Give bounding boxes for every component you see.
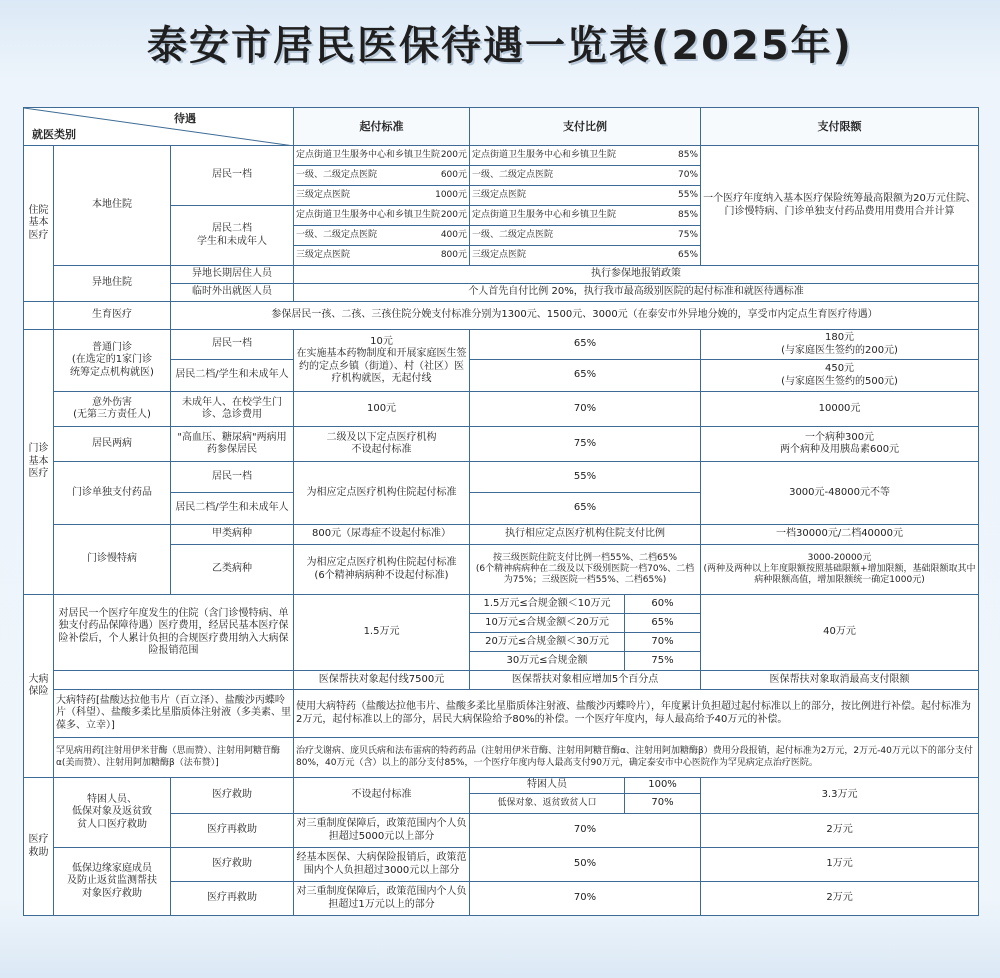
critical-rate-4: 75% xyxy=(625,652,701,671)
local-inpatient-label: 本地住院 xyxy=(54,146,171,266)
group-critical: 大病 保险 xyxy=(24,595,54,778)
aid-group1-re-rate: 70% xyxy=(470,814,701,848)
critical-band-2: 10万元≤合规金额＜20万元 xyxy=(470,614,625,633)
injury-who: 未成年人、在校学生门诊、急诊费用 xyxy=(171,392,294,427)
ratio-r3-label: 三级定点医院 xyxy=(472,189,527,200)
inpatient-limit: 一个医疗年度纳入基本医疗保险统筹最高限额为20万元住院、门诊慢特病、门诊单独支付药品费用用费用合并计算 xyxy=(701,146,979,266)
ratio-r1-value-t2: 85% xyxy=(678,209,699,220)
header-ratio: 支付比例 xyxy=(470,108,701,146)
rare-drugs-policy: 治疗戈谢病、庞贝氏病和法布雷病的特药药品（注射用伊米苷酶、注射用阿糖苷酶α、注射用阿加糖酶β）费用分段报销，起付标准为2万元，2万元-40万元以下的部分支付80%，40万元（含）以上的部分支付85%，一个医疗年度内每人最高支付90万元，确定泰安市中心医院作为罕见病定点治疗医院。 xyxy=(294,738,979,778)
ratio-r2-label: 一级、二级定点医院 xyxy=(472,169,554,180)
start-s1-value-t2: 200元 xyxy=(440,209,468,220)
drug-limit: 3000元-48000元不等 xyxy=(701,462,979,525)
start-s2-value-t2: 400元 xyxy=(440,229,468,240)
two-diseases-who: "高血压、糖尿病"两病用药参保居民 xyxy=(171,427,294,462)
two-diseases-limit: 一个病种300元 两个病种及用胰岛素600元 xyxy=(701,427,979,462)
aid-group1-label: 特困人员、 低保对象及返贫致 贫人口医疗救助 xyxy=(54,778,171,848)
chronic-label: 门诊慢特病 xyxy=(54,525,171,595)
critical-desc: 对居民一个医疗年度发生的住院（含门诊慢特病、单独支付药品保障待遇）医疗费用，经居民基本医疗保险补偿后，个人累计负担的合规医疗费用纳入大病保险报销范围 xyxy=(54,595,294,671)
ratio-r2-value: 70% xyxy=(678,169,699,180)
critical-band-1: 1.5万元≤合规金额＜10万元 xyxy=(470,595,625,614)
aid-group2-re-rate: 70% xyxy=(470,882,701,916)
aid-group1-rate2: 70% xyxy=(625,794,701,814)
ratio-r1-value: 85% xyxy=(678,149,699,160)
start-s3-value-t2: 800元 xyxy=(440,249,468,260)
drug-ratio-2: 65% xyxy=(470,493,701,525)
aid-group1-rescue: 医疗救助 xyxy=(171,778,294,814)
start-s3-label-t2: 三级定点医院 xyxy=(296,249,351,260)
ratio-r3-label-t2: 三级定点医院 xyxy=(472,249,527,260)
chronic-class-b-ratio: 按三级医院住院支付比例一档55%、二档65% (6个精神病病种在二级及以下级别医院一档70%、二档为75%；三级医院一档55%、二档65%) xyxy=(470,545,701,595)
chronic-class-a-ratio: 执行相应定点医疗机构住院支付比例 xyxy=(470,525,701,545)
aid-group2-rate: 50% xyxy=(470,848,701,882)
start-s2-value: 600元 xyxy=(440,169,468,180)
critical-rate-1: 60% xyxy=(625,595,701,614)
aid-group2-re-start: 对三重制度保障后，政策范围内个人负担超过1万元以上的部分 xyxy=(294,882,470,916)
chronic-class-a-start: 800元（尿毒症不设起付标准） xyxy=(294,525,470,545)
two-diseases-label: 居民两病 xyxy=(54,427,171,462)
drug-tier1: 居民一档 xyxy=(171,462,294,493)
critical-aid-blank xyxy=(54,671,294,690)
aid-group2-rescue: 医疗救助 xyxy=(171,848,294,882)
header-treatment: 待遇 xyxy=(174,112,196,125)
group-outpatient: 门诊 基本 医疗 xyxy=(24,330,54,595)
remote-inpatient-label: 异地住院 xyxy=(54,266,171,302)
aid-group1-rescue2: 医疗再救助 xyxy=(171,814,294,848)
special-drugs-label: 大病特药[盐酸达拉他韦片（百立泽）、盐酸沙丙蝶呤片（科望）、盐酸多柔比星脂质体注射液（多美素、里葆多、立幸）] xyxy=(54,690,294,738)
start-s2-label-t2: 一级、二级定点医院 xyxy=(296,229,378,240)
critical-band-4: 30万元≤合规金额 xyxy=(470,652,625,671)
chronic-class-b-start: 为相应定点医疗机构住院起付标准 (6个精神病病种不设起付标准) xyxy=(294,545,470,595)
start-s1-value: 200元 xyxy=(440,149,468,160)
aid-group1-who2: 低保对象、返贫致贫人口 xyxy=(470,794,625,814)
two-diseases-ratio: 75% xyxy=(470,427,701,462)
rare-drugs-label: 罕见病用药[注射用伊米苷酶（思而赞）、注射用阿糖苷酶α(美而赞）、注射用阿加糖酶β（法布赞）] xyxy=(54,738,294,778)
ratio-r1-label: 定点街道卫生服务中心和乡镇卫生院 xyxy=(472,149,617,160)
inpatient-tier2: 居民二档 学生和未成年人 xyxy=(171,206,294,266)
ratio-r3-value: 55% xyxy=(678,189,699,200)
injury-label: 意外伤害 (无第三方责任人) xyxy=(54,392,171,427)
ratio-r2-label-t2: 一级、二级定点医院 xyxy=(472,229,554,240)
remote-long-term: 异地长期居住人员 xyxy=(171,266,294,284)
chronic-class-a-limit: 一档30000元/二档40000元 xyxy=(701,525,979,545)
group-inpatient-tail xyxy=(24,302,54,330)
aid-group1-limit: 3.3万元 xyxy=(701,778,979,814)
two-diseases-start: 二级及以下定点医疗机构 不设起付标准 xyxy=(294,427,470,462)
inpatient-tier1: 居民一档 xyxy=(171,146,294,206)
benefits-table xyxy=(23,107,979,916)
ratio-r1-label-t2: 定点街道卫生服务中心和乡镇卫生院 xyxy=(472,209,617,220)
general-tier2: 居民二档/学生和未成年人 xyxy=(171,360,294,392)
aid-group1-re-start: 对三重制度保障后，政策范围内个人负担超过5000元以上部分 xyxy=(294,814,470,848)
injury-start: 100元 xyxy=(294,392,470,427)
start-s3-label: 三级定点医院 xyxy=(296,189,351,200)
aid-group2-start: 经基本医保、大病保险报销后，政策范围内个人负担超过3000元以上部分 xyxy=(294,848,470,882)
chronic-class-b: 乙类病种 xyxy=(171,545,294,595)
special-drugs-policy: 使用大病特药（盐酸达拉他韦片、盐酸多柔比星脂质体注射液、盐酸沙丙蝶呤片），年度累计负担超过起付标准以上的部分，按比例进行补偿。起付标准为2万元，起付标准以上的部分，居民大病保险给予80%的补偿。一个医疗年度内，每人最高给予40万元的补偿。 xyxy=(294,690,979,738)
general-outpatient-label: 普通门诊 (在选定的1家门诊 统筹定点机构就医) xyxy=(54,330,171,392)
group-aid: 医疗 救助 xyxy=(24,778,54,916)
header-limit: 支付限额 xyxy=(701,108,979,146)
critical-limit: 40万元 xyxy=(701,595,979,671)
aid-group1-rate1: 100% xyxy=(625,778,701,794)
header-corner xyxy=(24,108,294,146)
critical-rate-3: 70% xyxy=(625,633,701,652)
general-ratio-1: 65% xyxy=(470,330,701,360)
chronic-class-b-limit: 3000-20000元 (两种及两种以上年度限额按照基础限额+增加限额，基础限额取其中病种限额高值，增加限额统一确定1000元) xyxy=(701,545,979,595)
remote-temporary-policy: 个人首先自付比例 20%，执行我市最高级别医院的起付标准和就医待遇标准 xyxy=(294,284,979,302)
aid-group1-re-limit: 2万元 xyxy=(701,814,979,848)
aid-group2-re-limit: 2万元 xyxy=(701,882,979,916)
injury-ratio: 70% xyxy=(470,392,701,427)
injury-limit: 10000元 xyxy=(701,392,979,427)
ratio-r3-value-t2: 65% xyxy=(678,249,699,260)
aid-group2-rescue2: 医疗再救助 xyxy=(171,882,294,916)
critical-aid-limit: 医保帮扶对象取消最高支付限额 xyxy=(701,671,979,690)
page-title: 泰安市居民医保待遇一览表(2025年) xyxy=(147,23,853,69)
start-s1-label: 定点街道卫生服务中心和乡镇卫生院 xyxy=(296,149,441,160)
remote-long-term-policy: 执行参保地报销政策 xyxy=(294,266,979,284)
critical-start: 1.5万元 xyxy=(294,595,470,671)
aid-group2-limit: 1万元 xyxy=(701,848,979,882)
aid-group1-start: 不设起付标准 xyxy=(294,778,470,814)
drug-start: 为相应定点医疗机构住院起付标准 xyxy=(294,462,470,525)
critical-rate-2: 65% xyxy=(625,614,701,633)
header-start: 起付标准 xyxy=(294,108,470,146)
remote-temporary: 临时外出就医人员 xyxy=(171,284,294,302)
chronic-class-a: 甲类病种 xyxy=(171,525,294,545)
ratio-r2-value-t2: 75% xyxy=(678,229,699,240)
header-category: 就医类别 xyxy=(32,128,76,141)
general-limit-2: 450元 (与家庭医生签约的500元) xyxy=(701,360,979,392)
drug-label: 门诊单独支付药品 xyxy=(54,462,171,525)
aid-group2-label: 低保边缘家庭成员 及防止返贫监测帮扶 对象医疗救助 xyxy=(54,848,171,916)
aid-group1-who1: 特困人员 xyxy=(470,778,625,794)
group-inpatient: 住院 基本 医疗 xyxy=(24,146,54,302)
general-ratio-2: 65% xyxy=(470,360,701,392)
general-start: 10元 在实施基本药物制度和开展家庭医生签约的定点乡镇（街道）、村（社区）医疗机构就医，无起付线 xyxy=(294,330,470,392)
critical-aid-ratio: 医保帮扶对象相应增加5个百分点 xyxy=(470,671,701,690)
start-s3-value: 1000元 xyxy=(435,189,468,200)
critical-band-3: 20万元≤合规金额＜30万元 xyxy=(470,633,625,652)
drug-tier2: 居民二档/学生和未成年人 xyxy=(171,493,294,525)
start-s2-label: 一级、二级定点医院 xyxy=(296,169,378,180)
drug-ratio-1: 55% xyxy=(470,462,701,493)
general-limit-1: 180元 (与家庭医生签约的200元) xyxy=(701,330,979,360)
maternity-label: 生育医疗 xyxy=(54,302,171,330)
maternity-policy: 参保居民一孩、二孩、三孩住院分娩支付标准分别为1300元、1500元、3000元（在泰安市外异地分娩的，享受市内定点生育医疗待遇） xyxy=(171,302,979,330)
general-tier1: 居民一档 xyxy=(171,330,294,360)
critical-aid-start: 医保帮扶对象起付线7500元 xyxy=(294,671,470,690)
start-s1-label-t2: 定点街道卫生服务中心和乡镇卫生院 xyxy=(296,209,441,220)
